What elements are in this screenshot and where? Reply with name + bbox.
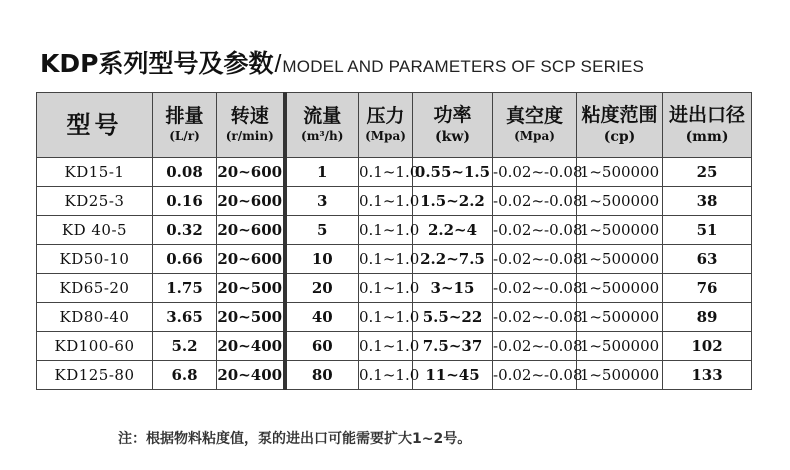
cell-pressure: 0.1~1.0 bbox=[359, 216, 413, 245]
cell-viscosity: 1~500000 bbox=[577, 216, 663, 245]
header-pressure-label: 压力 bbox=[366, 105, 405, 128]
cell-viscosity: 1~500000 bbox=[577, 245, 663, 274]
cell-vacuum: -0.02~-0.08 bbox=[493, 332, 577, 361]
header-flow-label: 流量 bbox=[303, 105, 342, 128]
cell-model: KD65-20 bbox=[37, 274, 153, 303]
cell-vacuum: -0.02~-0.08 bbox=[493, 187, 577, 216]
header-vacuum-unit: (Mpa) bbox=[514, 129, 555, 144]
title-separator: / bbox=[274, 50, 282, 78]
header-port-diameter-unit: (mm) bbox=[685, 128, 729, 145]
cell-model: KD80-40 bbox=[37, 303, 153, 332]
header-model bbox=[37, 93, 153, 158]
cell-viscosity: 1~500000 bbox=[577, 187, 663, 216]
cell-pressure: 0.1~1.0 bbox=[359, 332, 413, 361]
cell-model: KD100-60 bbox=[37, 332, 153, 361]
cell-port-diameter: 133 bbox=[663, 361, 752, 390]
table-row bbox=[37, 158, 752, 187]
cell-vacuum: -0.02~-0.08 bbox=[493, 245, 577, 274]
header-flow bbox=[285, 93, 359, 158]
table-row bbox=[37, 361, 752, 390]
header-pressure bbox=[359, 93, 413, 158]
table-row bbox=[37, 332, 752, 361]
header-port-diameter-label: 进出口径 bbox=[668, 104, 745, 127]
cell-vacuum: -0.02~-0.08 bbox=[493, 361, 577, 390]
table-row bbox=[37, 303, 752, 332]
header-speed-unit: (r/min) bbox=[225, 129, 274, 144]
cell-port-diameter: 76 bbox=[663, 274, 752, 303]
cell-flow: 3 bbox=[285, 187, 359, 216]
cell-viscosity: 1~500000 bbox=[577, 274, 663, 303]
header-power-label: 功率 bbox=[433, 104, 472, 127]
cell-speed: 20~500 bbox=[217, 303, 285, 332]
cell-vacuum: -0.02~-0.08 bbox=[493, 216, 577, 245]
cell-pressure: 0.1~1.0 bbox=[359, 361, 413, 390]
header-vacuum bbox=[493, 93, 577, 158]
cell-model: KD 40-5 bbox=[37, 216, 153, 245]
cell-flow: 20 bbox=[285, 274, 359, 303]
cell-port-diameter: 89 bbox=[663, 303, 752, 332]
table-row bbox=[37, 216, 752, 245]
header-viscosity-unit: (cp) bbox=[603, 128, 636, 145]
cell-port-diameter: 63 bbox=[663, 245, 752, 274]
cell-pressure: 0.1~1.0 bbox=[359, 303, 413, 332]
footnote: 注：根据物料粘度值，泵的进出口可能需要扩大1~2号。 bbox=[118, 431, 472, 447]
cell-port-diameter: 25 bbox=[663, 158, 752, 187]
table-row bbox=[37, 274, 752, 303]
cell-viscosity: 1~500000 bbox=[577, 332, 663, 361]
cell-flow: 80 bbox=[285, 361, 359, 390]
header-flow-unit: (m³/h) bbox=[301, 129, 344, 144]
cell-displacement: 3.65 bbox=[153, 303, 217, 332]
cell-pressure: 0.1~1.0 bbox=[359, 245, 413, 274]
cell-displacement: 0.66 bbox=[153, 245, 217, 274]
cell-vacuum: -0.02~-0.08 bbox=[493, 274, 577, 303]
header-viscosity bbox=[577, 93, 663, 158]
cell-speed: 20~600 bbox=[217, 187, 285, 216]
cell-pressure: 0.1~1.0 bbox=[359, 187, 413, 216]
header-speed-label: 转速 bbox=[230, 105, 269, 128]
cell-model: KD50-10 bbox=[37, 245, 153, 274]
parameters-table bbox=[36, 92, 752, 390]
header-power-unit: (kw) bbox=[435, 128, 470, 145]
cell-displacement: 0.32 bbox=[153, 216, 217, 245]
page-title bbox=[40, 44, 644, 80]
cell-viscosity: 1~500000 bbox=[577, 303, 663, 332]
header-viscosity-label: 粘度范围 bbox=[581, 104, 658, 127]
cell-port-diameter: 102 bbox=[663, 332, 752, 361]
cell-power: 7.5~37 bbox=[413, 332, 493, 361]
header-speed bbox=[217, 93, 285, 158]
header-port-diameter bbox=[663, 93, 752, 158]
cell-displacement: 5.2 bbox=[153, 332, 217, 361]
cell-speed: 20~600 bbox=[217, 216, 285, 245]
cell-viscosity: 1~500000 bbox=[577, 158, 663, 187]
cell-power: 5.5~22 bbox=[413, 303, 493, 332]
cell-port-diameter: 38 bbox=[663, 187, 752, 216]
cell-power: 1.5~2.2 bbox=[413, 187, 493, 216]
header-model-label: 型号 bbox=[66, 110, 123, 140]
cell-displacement: 1.75 bbox=[153, 274, 217, 303]
cell-viscosity: 1~500000 bbox=[577, 361, 663, 390]
cell-speed: 20~500 bbox=[217, 274, 285, 303]
cell-flow: 60 bbox=[285, 332, 359, 361]
title-subtitle: MODEL AND PARAMETERS OF SCP SERIES bbox=[282, 57, 645, 76]
cell-vacuum: -0.02~-0.08 bbox=[493, 303, 577, 332]
header-pressure-unit: (Mpa) bbox=[365, 129, 406, 144]
header-displacement bbox=[153, 93, 217, 158]
cell-power: 11~45 bbox=[413, 361, 493, 390]
header-power bbox=[413, 93, 493, 158]
cell-pressure: 0.1~1.0 bbox=[359, 274, 413, 303]
cell-displacement: 0.16 bbox=[153, 187, 217, 216]
cell-vacuum: -0.02~-0.08 bbox=[493, 158, 577, 187]
cell-speed: 20~600 bbox=[217, 245, 285, 274]
header-displacement-label: 排量 bbox=[165, 105, 204, 128]
cell-speed: 20~400 bbox=[217, 361, 285, 390]
table-row bbox=[37, 187, 752, 216]
cell-model: KD25-3 bbox=[37, 187, 153, 216]
cell-flow: 40 bbox=[285, 303, 359, 332]
table-row bbox=[37, 245, 752, 274]
title-main: KDP系列型号及参数 bbox=[40, 49, 274, 78]
cell-pressure: 0.1~1.0 bbox=[359, 158, 413, 187]
cell-power: 2.2~7.5 bbox=[413, 245, 493, 274]
cell-speed: 20~600 bbox=[217, 158, 285, 187]
cell-flow: 10 bbox=[285, 245, 359, 274]
cell-displacement: 6.8 bbox=[153, 361, 217, 390]
cell-flow: 1 bbox=[285, 158, 359, 187]
cell-speed: 20~400 bbox=[217, 332, 285, 361]
cell-displacement: 0.08 bbox=[153, 158, 217, 187]
header-displacement-unit: (L/r) bbox=[169, 129, 200, 144]
cell-port-diameter: 51 bbox=[663, 216, 752, 245]
cell-model: KD125-80 bbox=[37, 361, 153, 390]
table-header-row bbox=[37, 93, 752, 158]
cell-flow: 5 bbox=[285, 216, 359, 245]
cell-power: 0.55~1.5 bbox=[413, 158, 493, 187]
cell-power: 2.2~4 bbox=[413, 216, 493, 245]
header-vacuum-label: 真空度 bbox=[505, 105, 563, 128]
cell-power: 3~15 bbox=[413, 274, 493, 303]
cell-model: KD15-1 bbox=[37, 158, 153, 187]
table-body bbox=[37, 158, 752, 390]
